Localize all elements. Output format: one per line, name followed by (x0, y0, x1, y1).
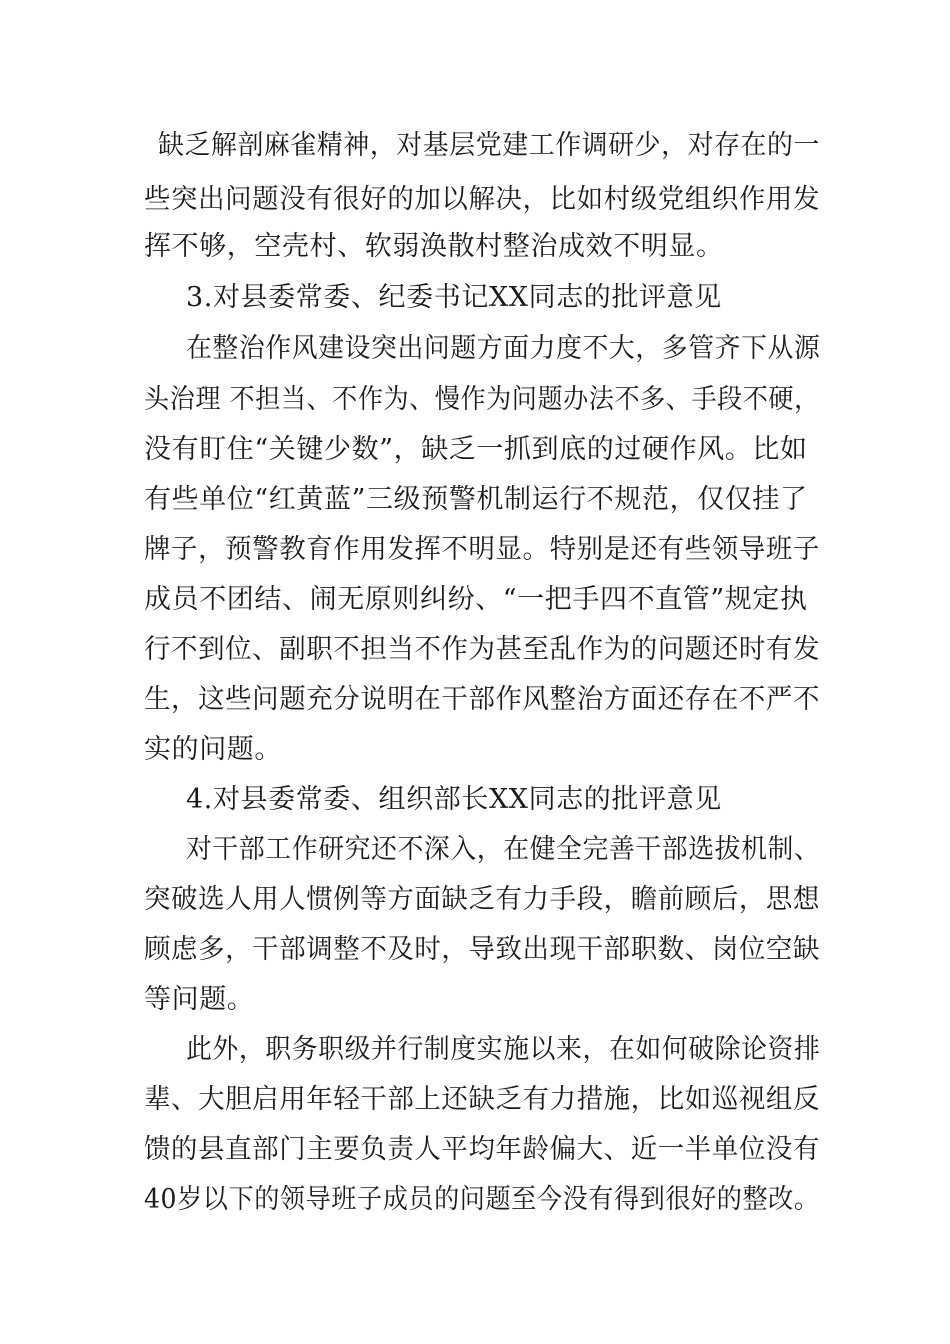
text-line: 此外，职务职级并行制度实施以来，在如何破除论资排 (186, 1034, 821, 1065)
text-line: 挥不够，空壳村、软弱涣散村整治成效不明显。 (144, 231, 724, 262)
text-line: 有些单位“红黄蓝”三级预警机制运行不规范，仅仅挂了 (144, 484, 808, 515)
text-line: 辈、大胆启用年轻干部上还缺乏有力措施，比如巡视组反 (144, 1084, 820, 1115)
text-line: 没有盯住“关键少数”，缺乏一抓到底的过硬作风。比如 (144, 434, 808, 465)
text-line: 对干部工作研究还不深入，在健全完善干部选拔机制、 (186, 834, 821, 865)
text-line: 突破选人用人惯例等方面缺乏有力手段，瞻前顾后，思想 (144, 884, 820, 915)
text-line: 头治理 不担当、不作为、慢作为问题办法不多、手段不硬， (144, 384, 820, 415)
text-line: 在整治作风建设突出问题方面力度不大，多管齐下从源 (186, 333, 821, 364)
text-line: 些突出问题没有很好的加以解决，比如村级党组织作用发 (144, 184, 820, 215)
text-line: 实的问题。 (144, 734, 282, 765)
section-heading-3: 3.对县委常委、纪委书记XX同志的批评意见 (186, 282, 722, 313)
section-heading-4: 4.对县委常委、组织部长XX同志的批评意见 (186, 784, 722, 815)
text-line: 成员不团结、闹无原则纠纷、“一把手四不直管”规定执 (144, 584, 808, 615)
text-line: 40岁以下的领导班子成员的问题至今没有得到很好的整改。 (144, 1184, 820, 1215)
text-line: 生，这些问题充分说明在干部作风整治方面还存在不严不 (144, 684, 820, 715)
text-line: 缺乏解剖麻雀精神，对基层党建工作调研少，对存在的一 (158, 130, 820, 161)
text-line: 行不到位、副职不担当不作为甚至乱作为的问题还时有发 (144, 634, 820, 665)
text-line: 牌子，预警教育作用发挥不明显。特别是还有些领导班子 (144, 534, 820, 565)
text-line: 馈的县直部门主要负责人平均年龄偏大、近一半单位没有 (144, 1134, 820, 1165)
text-line: 等问题。 (144, 984, 255, 1015)
text-line: 顾虑多，干部调整不及时，导致出现干部职数、岗位空缺 (144, 934, 820, 965)
